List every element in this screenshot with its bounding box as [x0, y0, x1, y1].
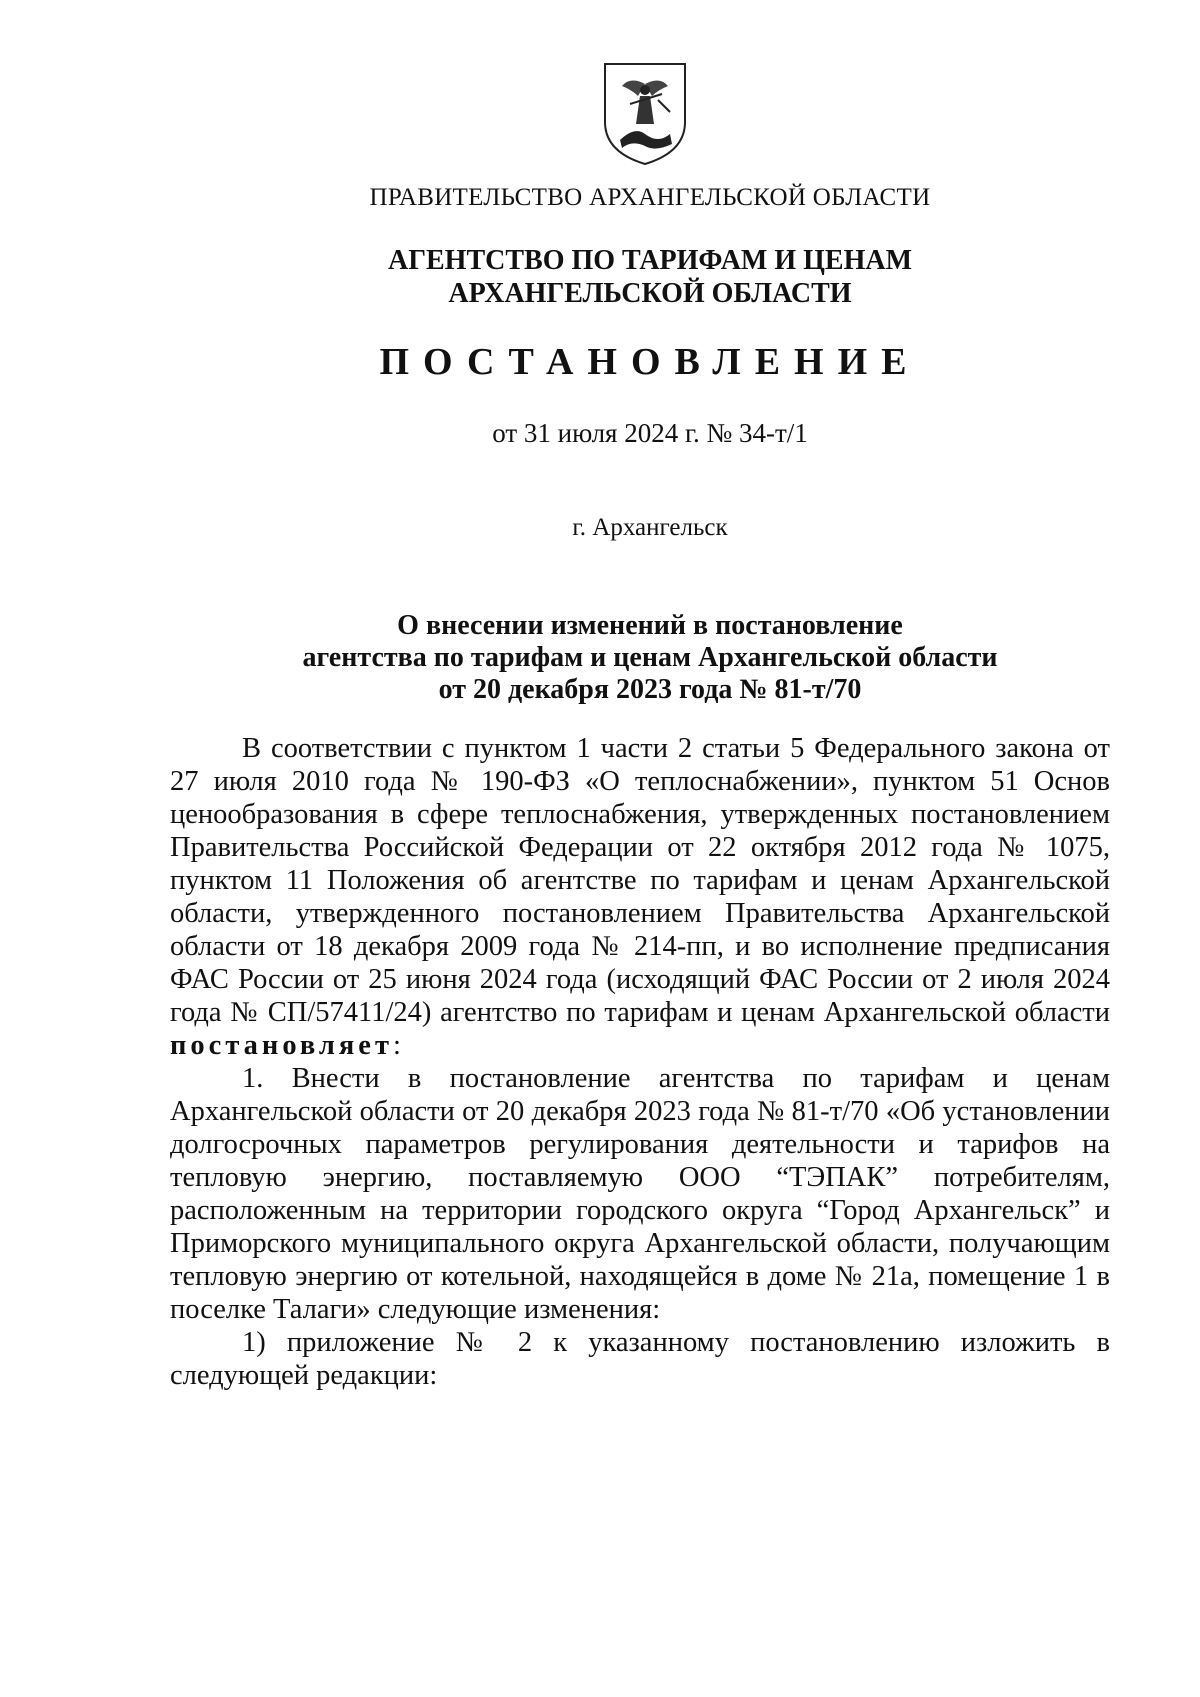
- item-1-1-paragraph: 1) приложение № 2 к указанному постановлению изложить в следующей редакции:: [170, 1327, 1110, 1391]
- document-subject: [0, 610, 1200, 706]
- subject-line-1: О внесении изменений в постановление: [397, 610, 903, 641]
- agency-title: [0, 244, 1200, 310]
- agency-title-line-2: АРХАНГЕЛЬСКОЙ ОБЛАСТИ: [448, 278, 852, 309]
- subject-line-2: агентства по тарифам и ценам Архангельской области: [302, 642, 998, 673]
- government-title: ПРАВИТЕЛЬСТВО АРХАНГЕЛЬСКОЙ ОБЛАСТИ: [369, 184, 931, 211]
- subject-line-3: от 20 декабря 2023 года № 81-т/70: [438, 674, 862, 705]
- document-type: ПОСТАНОВЛЕНИЕ: [379, 341, 921, 383]
- decree-word: постановляет: [170, 1030, 393, 1061]
- coat-of-arms-icon: [600, 60, 690, 168]
- date-and-number: от 31 июля 2024 г. № 34-т/1: [492, 418, 808, 448]
- preamble-text: В соответствии с пунктом 1 части 2 статьи 5 Федерального закона от 27 июля 2010 года № 190-ФЗ «О теплоснабжении», пунктом 51 Основ ценообразования в сфере теплоснабжения, утвержденных постановлением Правительства Российской Федерации от 22 октября 2012 года № 1075, пунктом 11 Положения об агентстве по тарифам и ценам Архангельской области, утвержденного постановлением Правительства Архангельской области от 18 декабря 2009 года № 214-пп, и во исполнение предписания ФАС России от 25 июня 2024 года (исходящий ФАС России от 2 июля 2024 года № СП/57411/24) агентство по тарифам и ценам Архангельской области: [170, 733, 1110, 1028]
- city: г. Архангельск: [572, 514, 728, 541]
- document-body: [170, 732, 1110, 1392]
- agency-title-line-1: АГЕНТСТВО ПО ТАРИФАМ И ЦЕНАМ: [387, 245, 913, 276]
- item-1-paragraph: 1. Внести в постановление агентства по тарифам и ценам Архангельской области от 20 декабря 2023 года № 81-т/70 «Об установлении долгосрочных параметров регулирования деятельности и тарифов на тепловую энергию, поставляемую ООО “ТЭПАК” потребителям, расположенным на территории городского округа “Город Архангельск” и Приморского муниципального округа Архангельской области, получающим тепловую энергию от котельной, находящейся в доме № 21а, помещение 1 в поселке Талаги» следующие изменения:: [170, 1063, 1110, 1325]
- decree-colon: :: [392, 1030, 401, 1061]
- preamble-paragraph: [170, 732, 1110, 1062]
